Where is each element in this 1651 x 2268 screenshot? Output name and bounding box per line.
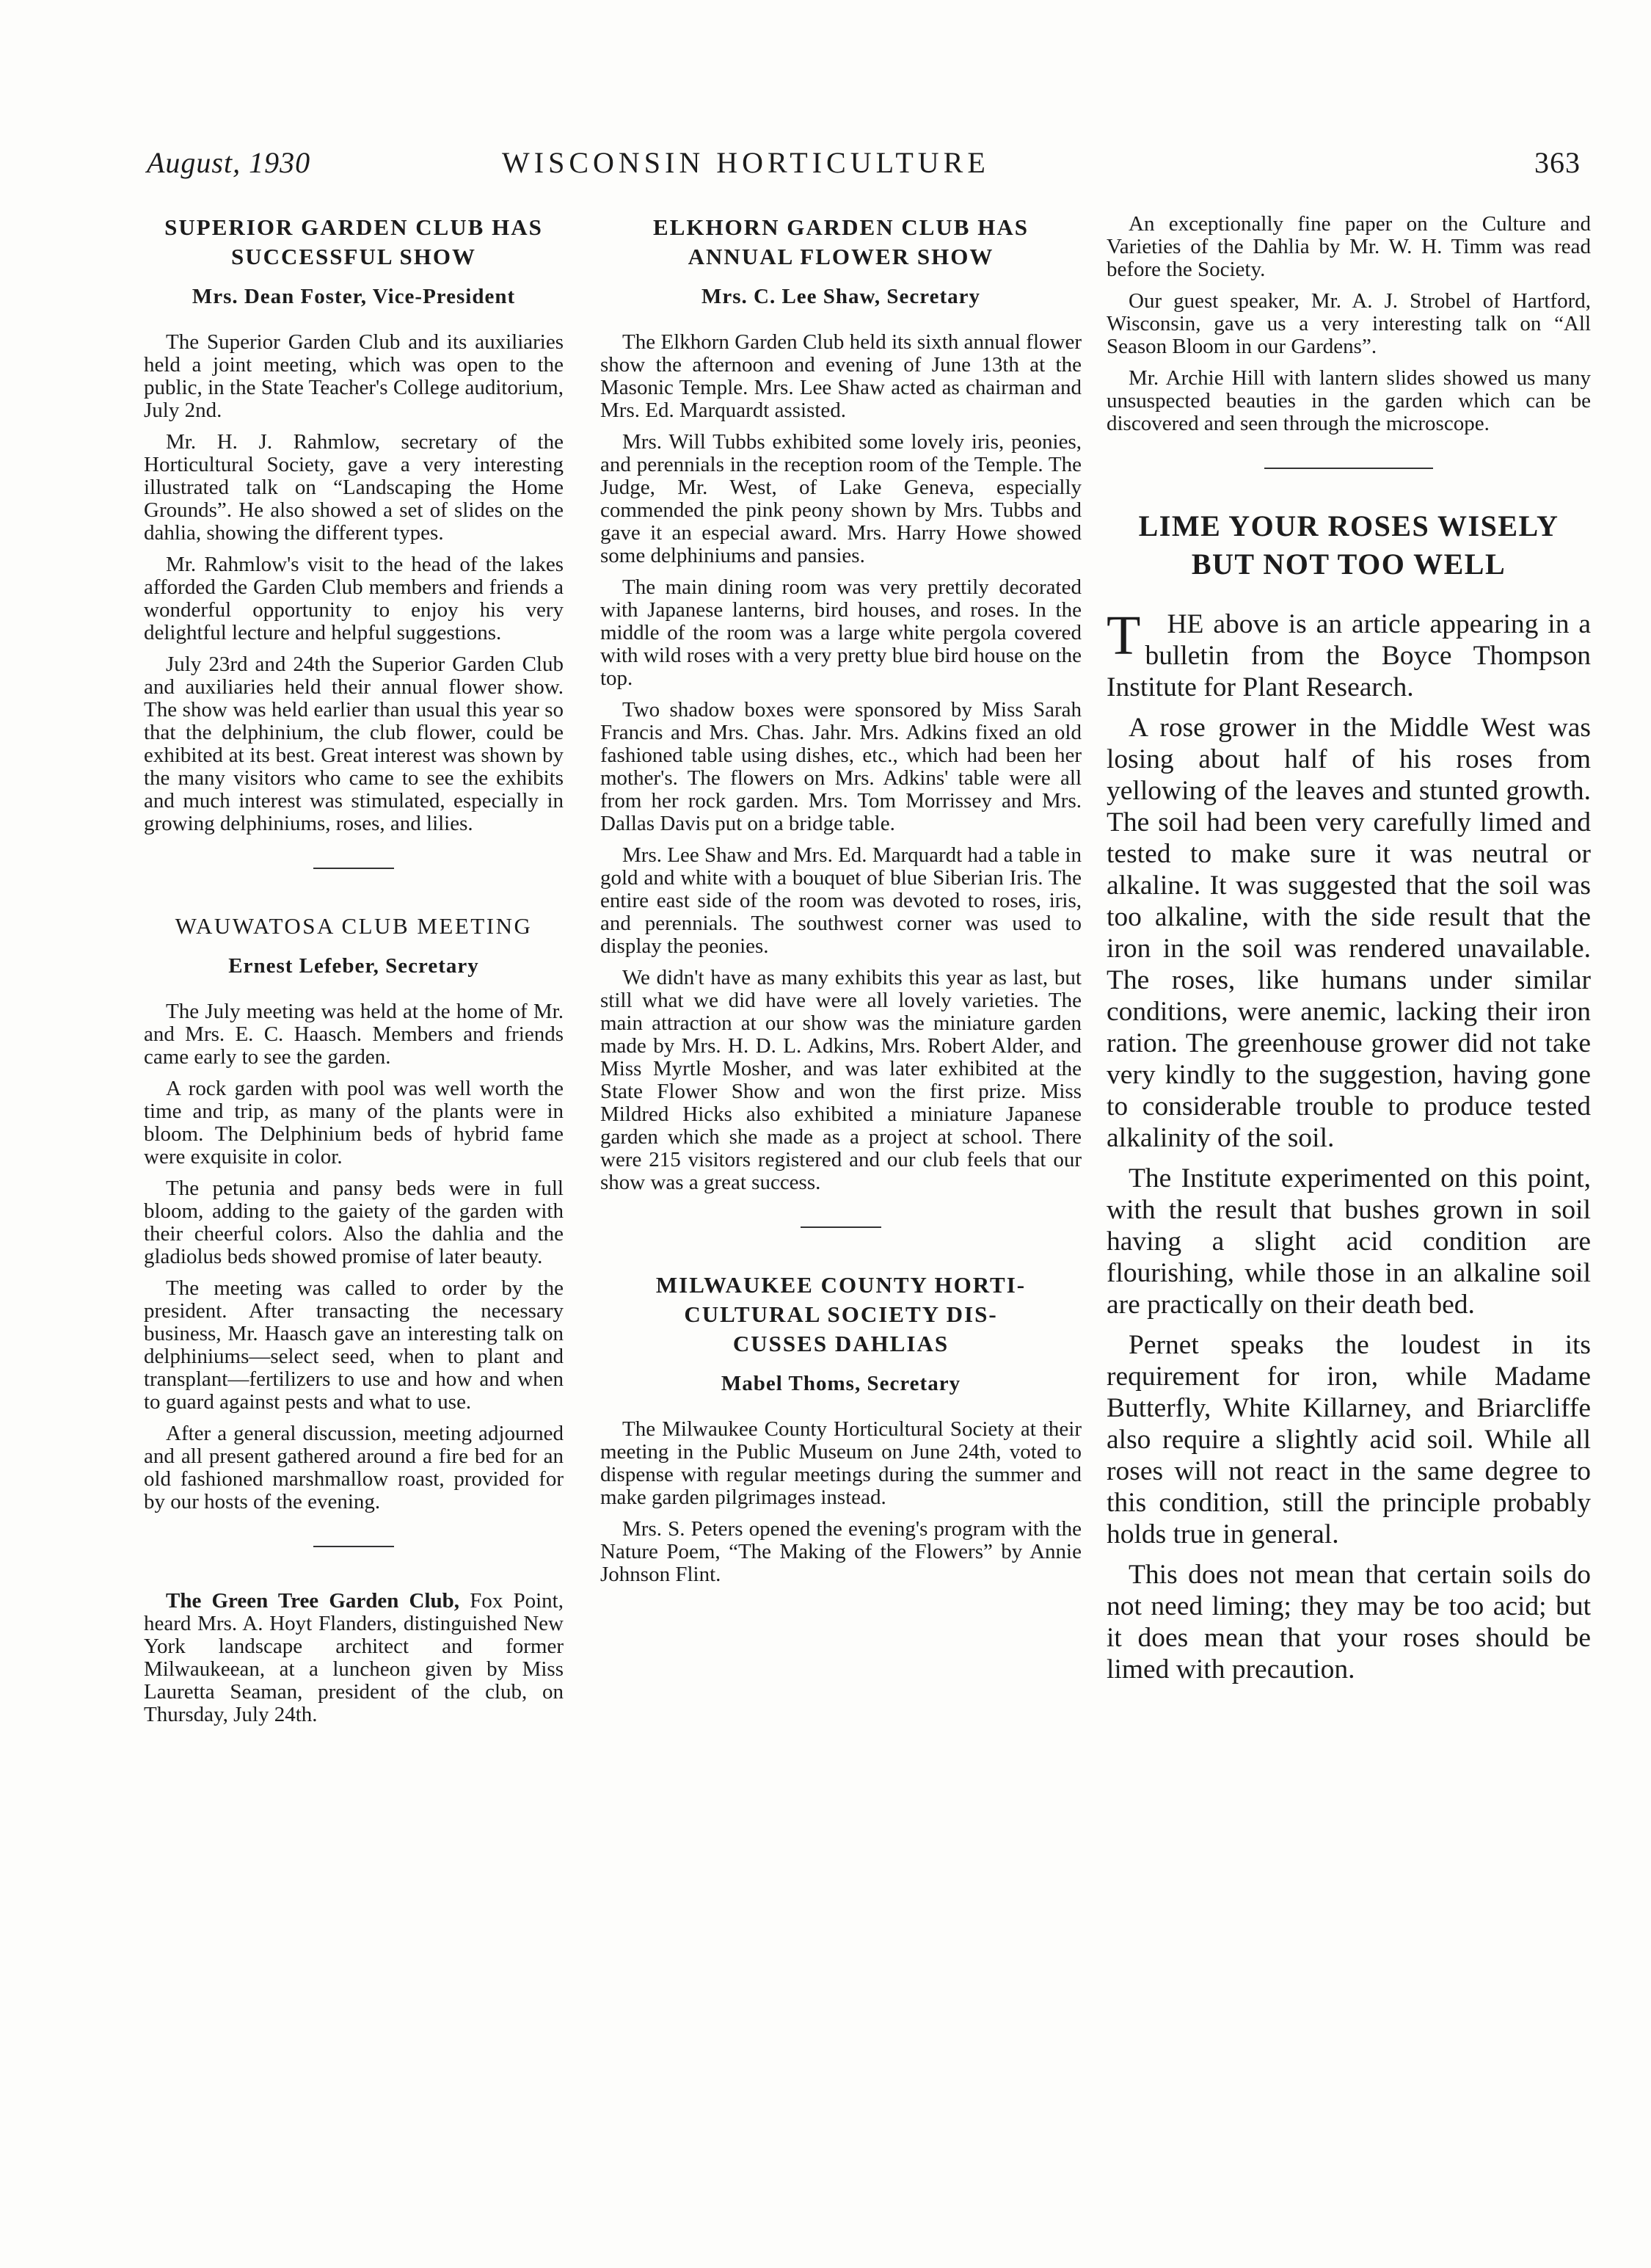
article-superior bbox=[144, 213, 564, 835]
column-middle bbox=[600, 213, 1082, 1595]
running-header bbox=[0, 139, 1651, 183]
column-left bbox=[144, 213, 564, 1735]
title-line: MILWAUKEE COUNTY HORTI- bbox=[655, 1272, 1027, 1298]
paragraph: Mr. Archie Hill with lantern slides showed us many unsuspected beauties in the garden which can be discovered and seen through the microscope. bbox=[1107, 366, 1591, 435]
section-divider bbox=[801, 1226, 881, 1228]
article-title bbox=[144, 213, 564, 272]
paragraph bbox=[144, 1590, 564, 1726]
title-line: ELKHORN GARDEN CLUB HAS bbox=[653, 214, 1029, 240]
paragraph bbox=[1107, 605, 1591, 703]
article-title bbox=[1107, 507, 1591, 584]
article-green-tree bbox=[144, 1590, 564, 1726]
paragraph: Our guest speaker, Mr. A. J. Strobel of Hartford, Wisconsin, gave us a very interesting talk on “All Season Bloom in our Gardens”. bbox=[1107, 289, 1591, 358]
title-line: BUT NOT TOO WELL bbox=[1191, 548, 1506, 581]
drop-cap: T bbox=[1107, 605, 1141, 666]
paragraph-text: HE above is an article appearing in a bulletin from the Boyce Thompson Institute for Plant Research. bbox=[1107, 609, 1591, 702]
article-body bbox=[1107, 605, 1591, 1685]
paragraph: Mrs. Lee Shaw and Mrs. Ed. Marquardt had a table in gold and white with a bouquet of blue Siberian Iris. The entire east side of the room was devoted to roses, iris, and perennials. The southwest corner was used to display the peonies. bbox=[600, 843, 1082, 958]
paragraph: The Institute experimented on this point, with the result that bushes grown in soil having a slight acid condition are flourishing, while those in an alkaline soil are practically on their death bed. bbox=[1107, 1163, 1591, 1320]
title-line: ANNUAL FLOWER SHOW bbox=[688, 244, 994, 269]
title-line: CUSSES DAHLIAS bbox=[732, 1331, 950, 1356]
paragraph: The petunia and pansy beds were in full bloom, adding to the gaiety of the garden with their cheerful colors. Also the dahlia and the gladiolus beds showed promise of later beauty. bbox=[144, 1177, 564, 1268]
article-wauwatosa bbox=[144, 912, 564, 1513]
paragraph: The main dining room was very prettily decorated with Japanese lanterns, bird houses, and roses. In the middle of the room was a large white pergola covered with wild roses with a very pretty blue bird house on the top. bbox=[600, 575, 1082, 690]
section-divider bbox=[313, 868, 394, 869]
paragraph: The Milwaukee County Horticultural Society at their meeting in the Public Museum on June 24th, voted to dispense with regular meetings during the summer and make garden pilgrimages instead. bbox=[600, 1417, 1082, 1509]
paragraph: Two shadow boxes were sponsored by Miss Sarah Francis and Mrs. Chas. Jahr. Mrs. Adkins fixed an old fashioned table using dishes, etc., which had been her mother's. The flowers on Mrs. Adkins' table were all from her rock garden. Mrs. Tom Morrissey and Mrs. Dallas Davis put on a bridge table. bbox=[600, 698, 1082, 835]
paragraph: An exceptionally fine paper on the Culture and Varieties of the Dahlia by Mr. W. H. Timm was read before the Society. bbox=[1107, 212, 1591, 281]
paragraph: A rose grower in the Middle West was losing about half of his roses from yellowing of the leaves and stunted growth. The soil had been very carefully limed and tested to make sure it was neutral or alkaline. It was suggested that the soil was too alkaline, with the side result that the iron in the soil was rendered unavailable. The roses, like humans under similar conditions, were anemic, lacking their iron ration. The greenhouse grower did not take very kindly to the suggestion, having gone to considerable trouble to produce tested alkalinity of the soil. bbox=[1107, 713, 1591, 1153]
paragraph: The Superior Garden Club and its auxiliaries held a joint meeting, which was open to the public, in the State Teacher's College auditorium, July 2nd. bbox=[144, 330, 564, 422]
title-line: LIME YOUR ROSES WISELY bbox=[1138, 509, 1559, 542]
paragraph: This does not mean that certain soils do not need liming; they may be too acid; but it does mean that your roses should be limed with precaution. bbox=[1107, 1560, 1591, 1684]
page-number: 363 bbox=[1534, 146, 1581, 179]
article-elkhorn bbox=[600, 213, 1082, 1194]
column-right bbox=[1107, 213, 1591, 1694]
paragraph: We didn't have as many exhibits this year as last, but still what we did have were all lovely varieties. The main attraction at our show was the miniature garden made by Mrs. H. D. L. Adkins, Mrs. Robert Alder, and Miss Myrtle Mosher, and was later exhibited at the State Flower Show and won the first prize. Miss Mildred Hicks also exhibited a miniature Japanese garden which she made as a project at school. There were 215 visitors registered and our club feels that our show was a great success. bbox=[600, 966, 1082, 1194]
title-line: CULTURAL SOCIETY DIS- bbox=[684, 1301, 998, 1327]
section-divider bbox=[313, 1546, 394, 1547]
paragraph-text: Fox Point, heard Mrs. A. Hoyt Flanders, distinguished New York landscape architect and former Milwaukeean, at a luncheon given by Miss Lauretta Seaman, president of the club, on Thursday, July 24th. bbox=[144, 1589, 564, 1726]
paragraph: Mrs. Will Tubbs exhibited some lovely iris, peonies, and perennials in the reception room of the Temple. The Judge, Mr. West, of Lake Geneva, especially commended the pink peony shown by Mrs. Tubbs and gave it an especial award. Mrs. Harry Howe showed some delphiniums and pansies. bbox=[600, 430, 1082, 567]
title-line: SUPERIOR GARDEN CLUB HAS bbox=[164, 214, 543, 240]
paragraph: July 23rd and 24th the Superior Garden Club and auxiliaries held their annual flower show. The show was held earlier than usual this year so that the delphinium, the club flower, could be exhibited at its best. Great interest was shown by the many visitors who came to see the exhibits and much interest was stimulated, especially in growing delphiniums, roses, and lilies. bbox=[144, 653, 564, 835]
issue-date: August, 1930 bbox=[147, 146, 311, 179]
article-title bbox=[600, 213, 1082, 272]
paragraph: Mr. Rahmlow's visit to the head of the lakes afforded the Garden Club members and friends a wonderful opportunity to enjoy his very delightful lecture and helpful suggestions. bbox=[144, 553, 564, 644]
paragraph: The meeting was called to order by the president. After transacting the necessary business, Mr. Haasch gave an interesting talk on delphiniums—select seed, when to plant and transplant—fertilizers to use and how and when to guard against pests and what to use. bbox=[144, 1276, 564, 1414]
article-byline: Mrs. Dean Foster, Vice-President bbox=[192, 285, 516, 308]
paragraph: Pernet speaks the loudest in its requirement for iron, while Madame Butterfly, White Killarney, and Briarcliffe also require a slightly acid soil. While all roses will not react in the same degree to this condition, still the principle probably holds true in general. bbox=[1107, 1330, 1591, 1549]
section-divider bbox=[1264, 468, 1433, 469]
article-title: WAUWATOSA CLUB MEETING bbox=[175, 913, 533, 939]
club-name: The Green Tree Garden Club, bbox=[166, 1589, 460, 1613]
paragraph: After a general discussion, meeting adjourned and all present gathered around a fire bed for an old fashioned marshmallow roast, provided for by our hosts of the evening. bbox=[144, 1422, 564, 1513]
article-milwaukee bbox=[600, 1271, 1082, 1586]
paragraph: Mr. H. J. Rahmlow, secretary of the Horticultural Society, gave a very interesting illustrated talk on “Landscaping the Home Grounds”. He also showed a set of slides on the dahlia, showing the different types. bbox=[144, 430, 564, 545]
paragraph: Mrs. S. Peters opened the evening's program with the Nature Poem, “The Making of the Flowers” by Annie Johnson Flint. bbox=[600, 1517, 1082, 1586]
article-byline: Ernest Lefeber, Secretary bbox=[228, 954, 479, 978]
paragraph: The July meeting was held at the home of Mr. and Mrs. E. C. Haasch. Members and friends came early to see the garden. bbox=[144, 1000, 564, 1069]
title-line: SUCCESSFUL SHOW bbox=[230, 244, 477, 269]
article-title bbox=[600, 1271, 1082, 1359]
paragraph: The Elkhorn Garden Club held its sixth annual flower show the afternoon and evening of June 13th at the Masonic Temple. Mrs. Lee Shaw acted as chairman and Mrs. Ed. Marquardt assisted. bbox=[600, 330, 1082, 422]
paragraph: A rock garden with pool was well worth the time and trip, as many of the plants were in bloom. The Delphinium beds of hybrid fame were exquisite in color. bbox=[144, 1077, 564, 1168]
article-lime-roses bbox=[1107, 507, 1591, 1685]
article-byline: Mrs. C. Lee Shaw, Secretary bbox=[701, 285, 981, 308]
journal-title: WISCONSIN HORTICULTURE bbox=[502, 146, 990, 179]
article-byline: Mabel Thoms, Secretary bbox=[721, 1372, 961, 1395]
article-milwaukee-continued bbox=[1107, 213, 1591, 435]
